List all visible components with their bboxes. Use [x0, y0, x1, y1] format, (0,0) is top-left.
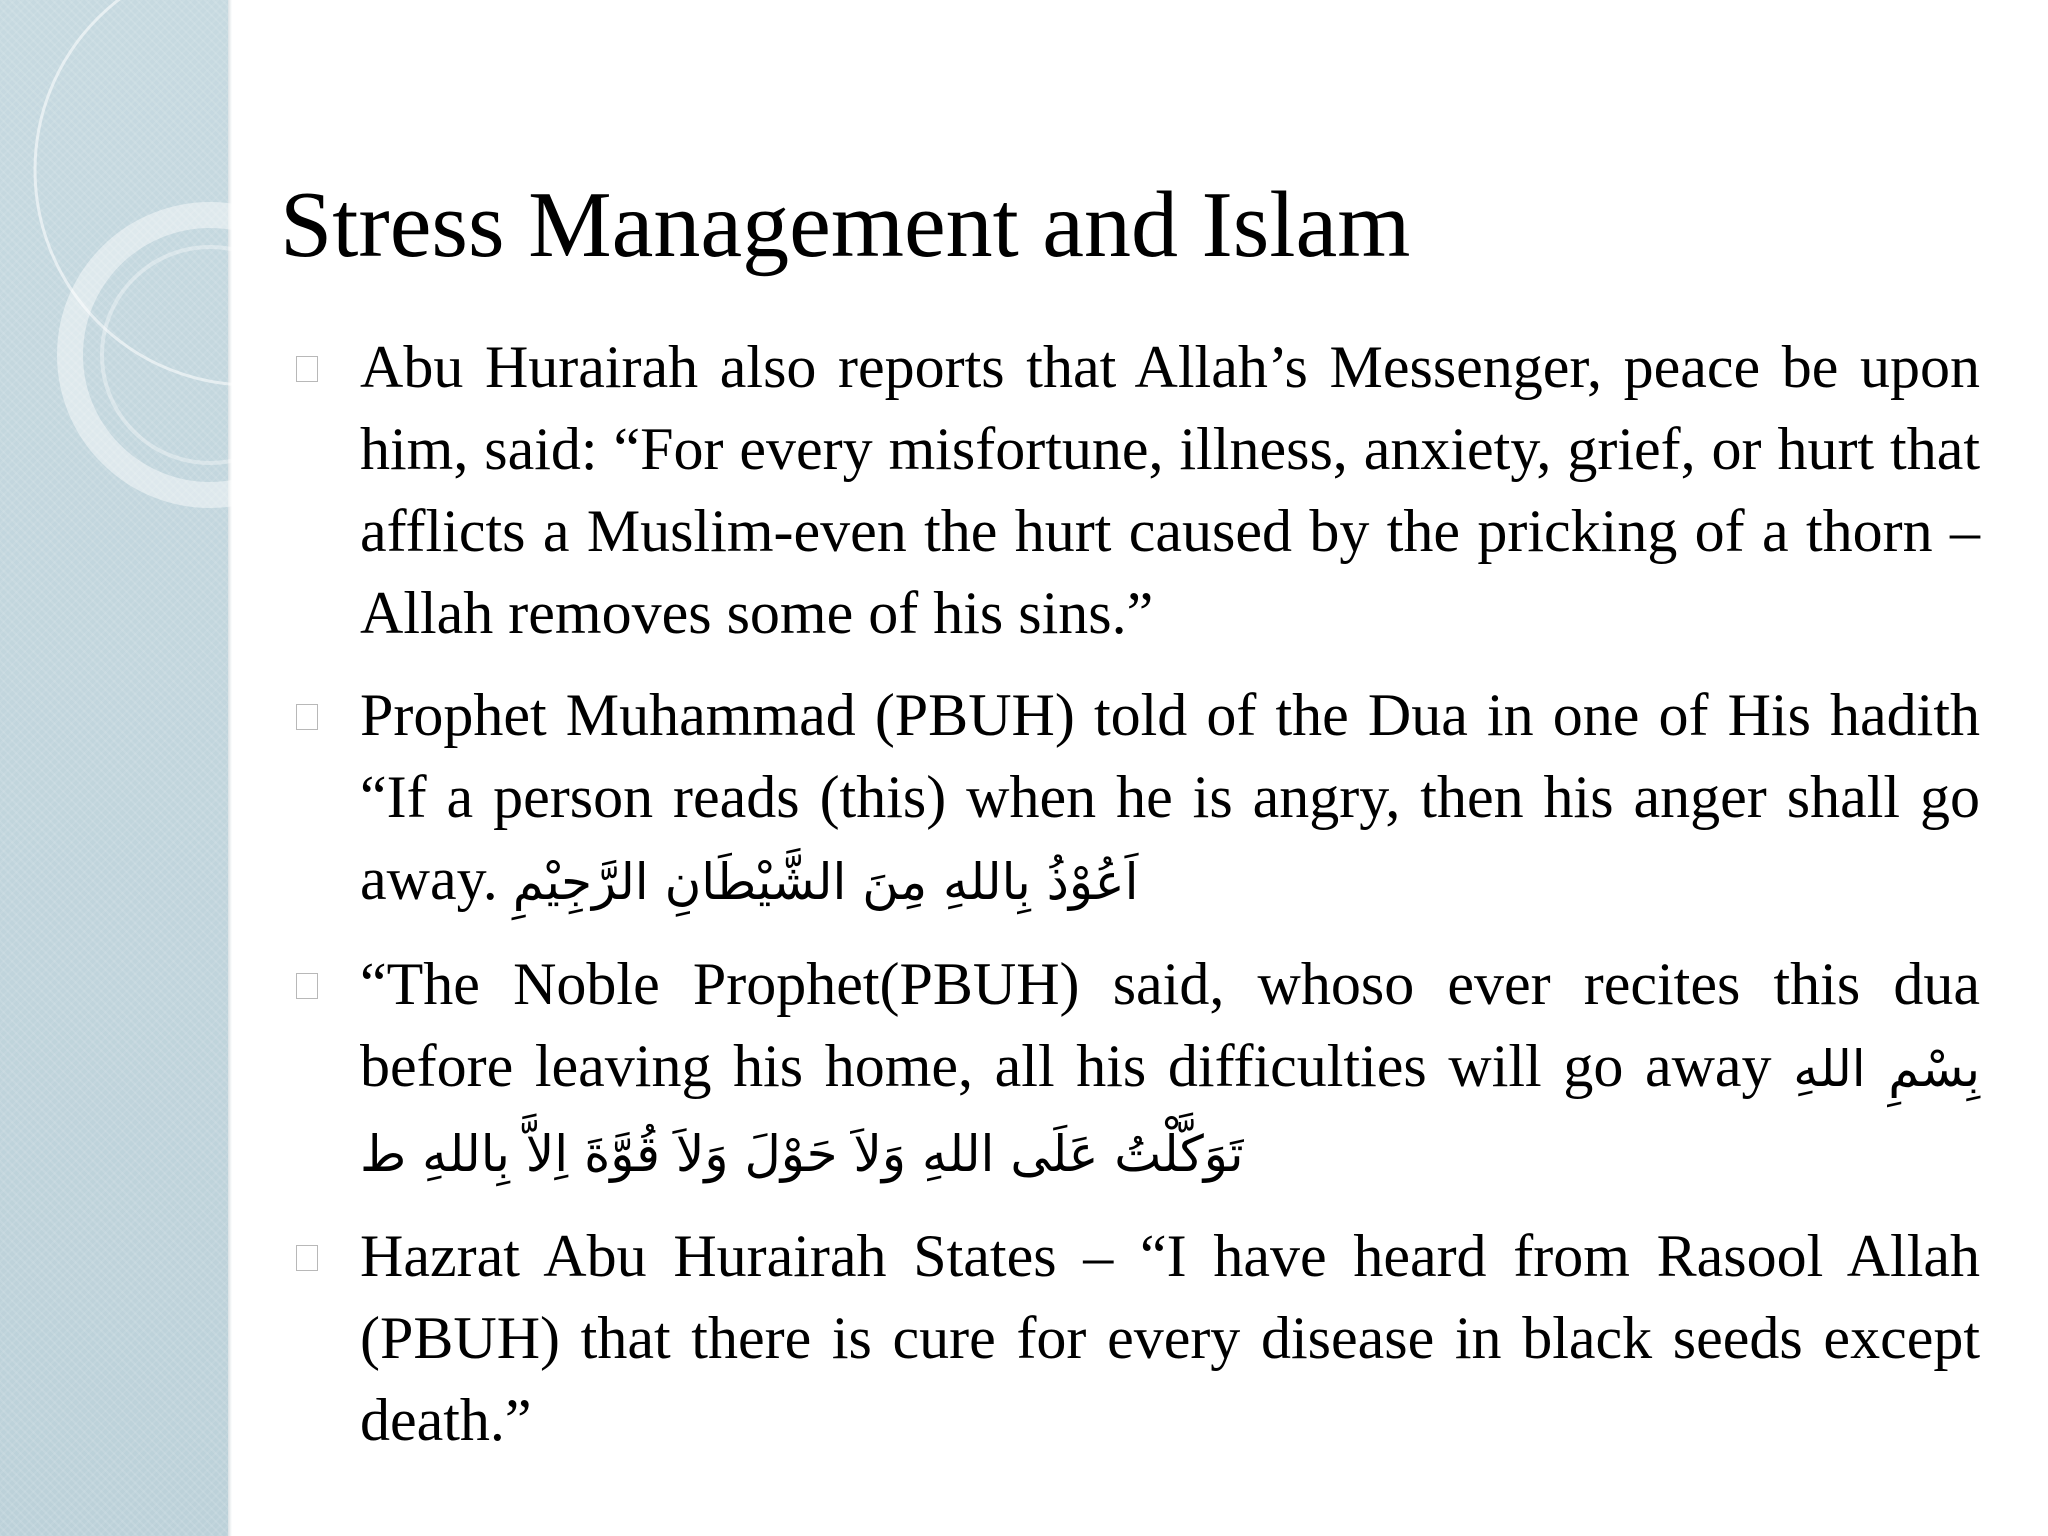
bullet-square-icon [296, 1245, 318, 1271]
bullet-text: “The Noble Prophet(PBUH) said, whoso ever recites this dua before leaving his home, all his difficulties will go away [360, 951, 1980, 1099]
bullet-text: Abu Hurairah also reports that Allah’s Messenger, peace be upon him, said: “For every misfortune, illness, anxiety, grief, or hurt that afflicts a Muslim-even the hurt caused by the pricking of a thorn – Allah removes some of his sins.” [360, 334, 1980, 646]
bullet-item [296, 326, 1980, 654]
bullet-item [296, 943, 1980, 1195]
arabic-dua: بِسْمِ اللهِ تَوَكَّلْتُ عَلَى اللهِ وَلاَ حَوْلَ وَلاَ قُوَّةَ اِلاَّ بِاللهِ ط [360, 1040, 1981, 1183]
bullet-square-icon [296, 356, 318, 382]
decorative-rings [0, 0, 240, 560]
bullet-text: Hazrat Abu Hurairah States – “I have heard from Rasool Allah (PBUH) that there is cure for every disease in black seeds except death.” [360, 1223, 1980, 1453]
bullet-list [296, 326, 1980, 1481]
bullet-item [296, 674, 1980, 923]
arabic-dua: اَعُوْذُ بِاللهِ مِنَ الشَّيْطَانِ الرَّجِيْمِ [512, 853, 1139, 911]
slide-title: Stress Management and Islam [280, 173, 1411, 277]
bullet-text: Prophet Muhammad (PBUH) told of the Dua in one of His hadith “If a person reads (this) when he is angry, then his anger shall go away. [360, 682, 1980, 912]
bullet-item [296, 1215, 1980, 1461]
bullet-square-icon [296, 704, 318, 730]
bullet-square-icon [296, 973, 318, 999]
